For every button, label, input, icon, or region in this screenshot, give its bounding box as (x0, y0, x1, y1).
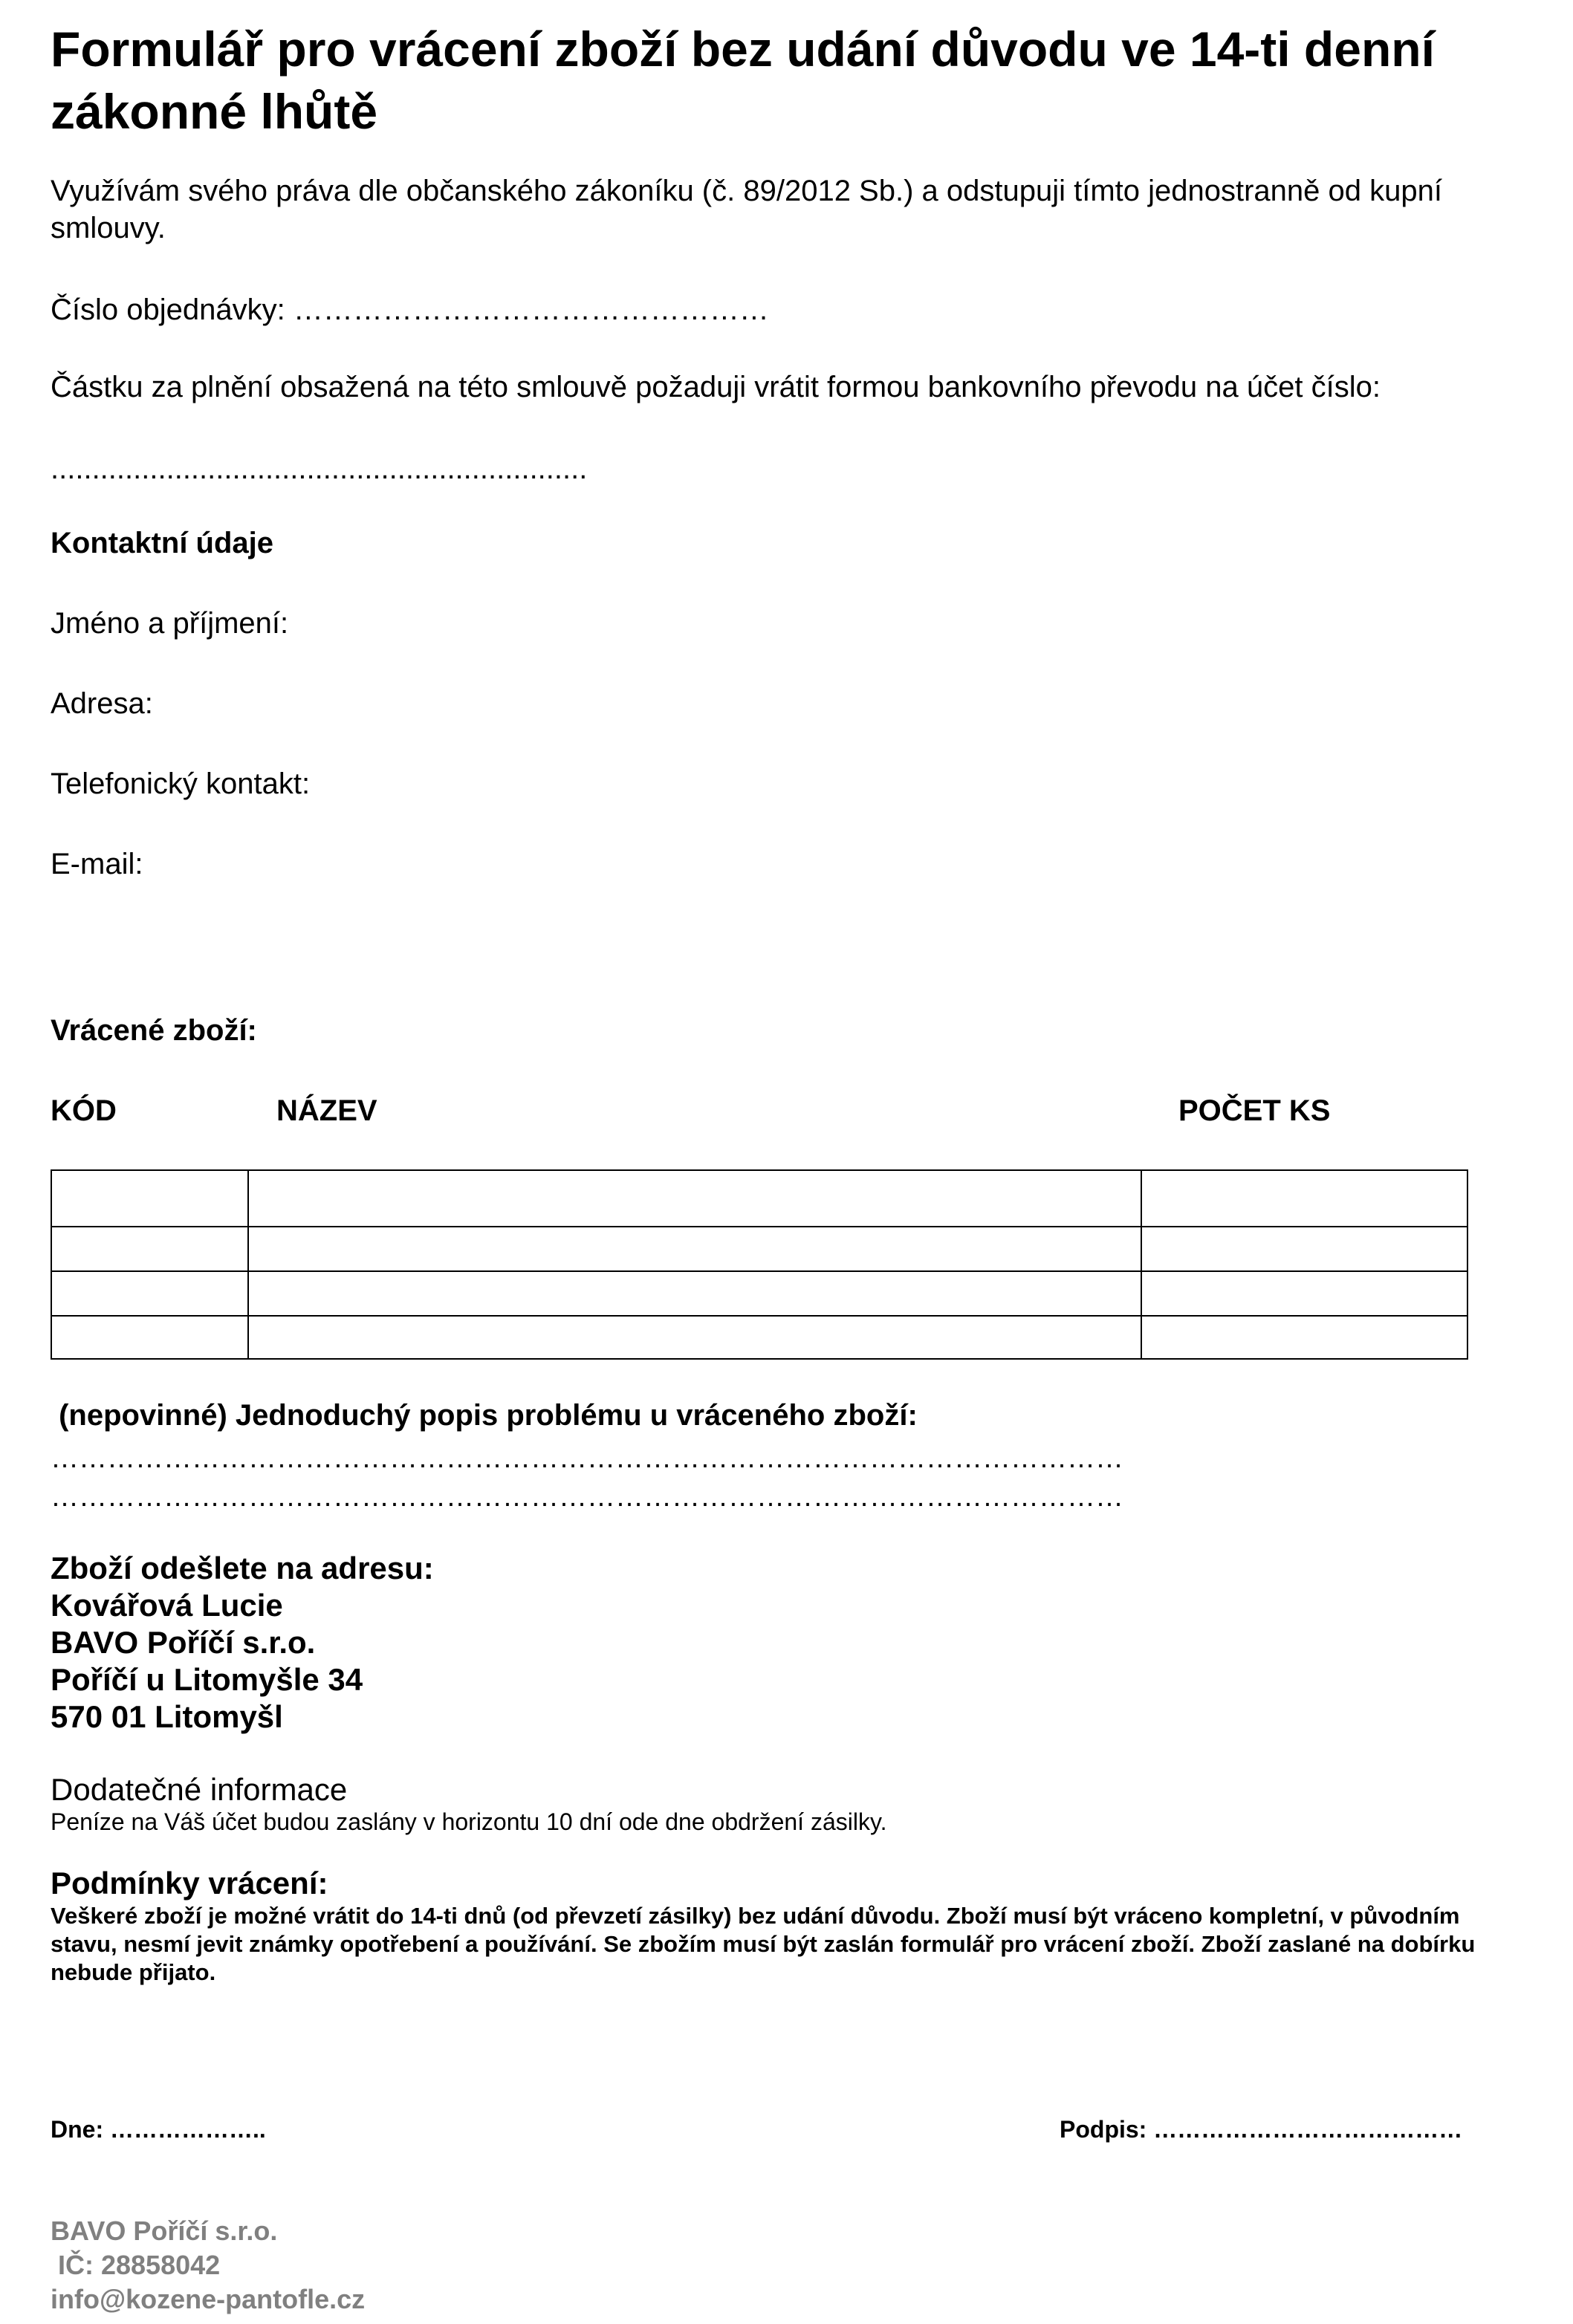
contact-address-label: Adresa: (51, 687, 153, 720)
table-row (51, 1316, 1467, 1359)
name-cell (248, 1316, 1141, 1359)
account-number-field: ................................................................. (51, 452, 588, 485)
code-cell (51, 1316, 248, 1359)
additional-info-text: Peníze na Váš účet budou zaslány v horizontu 10 dní ode dne obdržení zásilky. (51, 1808, 887, 1835)
contact-email-label: E-mail: (51, 848, 143, 880)
column-header-name: NÁZEV (276, 1094, 377, 1127)
footer-ico: IČ: 28858042 (51, 2250, 221, 2280)
contact-phone-label: Telefonický kontakt: (51, 767, 311, 800)
contact-heading: Kontaktní údaje (51, 527, 274, 559)
footer-company: BAVO Poříčí s.r.o. (51, 2216, 278, 2246)
count-cell (1141, 1227, 1467, 1271)
table-row (51, 1227, 1467, 1271)
refund-text: Částku za plnění obsažená na této smlouvě požaduji vrátit formou bankovního převodu na účet číslo: (51, 371, 1381, 403)
ship-to-heading: Zboží odešlete na adresu: (51, 1551, 434, 1585)
conditions-text: Veškeré zboží je možné vrátit do 14-ti dnů (od převzetí zásilky) bez udání důvodu. Zboží musí být vráceno kompletní, v původním stavu, nesmí jevit známky opotřebení a používání. Se zbožím musí být zaslán formulář pro vrácení zboží. Zboží zaslané na dobírku nebude přijato. (51, 1903, 1476, 1985)
column-header-code: KÓD (51, 1094, 117, 1127)
count-cell (1141, 1316, 1467, 1359)
signature-field: Podpis: ………………………………… (1060, 2116, 1463, 2143)
ship-to-line-2: BAVO Poříčí s.r.o. (51, 1625, 316, 1660)
column-header-count: POČET KS (1178, 1094, 1331, 1127)
code-cell (51, 1227, 248, 1271)
code-cell (51, 1170, 248, 1227)
ship-to-line-4: 570 01 Litomyšl (51, 1699, 283, 1734)
conditions-heading: Podmínky vrácení: (51, 1866, 328, 1901)
intro-text: Využívám svého práva dle občanského zákoníku (č. 89/2012 Sb.) a odstupuji tímto jednostranně od kupní smlouvy. (51, 175, 1442, 244)
name-cell (248, 1170, 1141, 1227)
order-number-field: Číslo objednávky: ………………………………………… (51, 293, 769, 326)
ship-to-line-3: Poříčí u Litomyšle 34 (51, 1662, 363, 1697)
contact-name-label: Jméno a příjmení: (51, 607, 289, 640)
date-field: Dne: ……………….. (51, 2116, 266, 2143)
problem-line-1: …………………………………………………………………………………………………… (51, 1443, 1123, 1474)
name-cell (248, 1271, 1141, 1316)
count-cell (1141, 1271, 1467, 1316)
problem-heading: (nepovinné) Jednoduchý popis problému u vráceného zboží: (51, 1399, 918, 1432)
count-cell (1141, 1170, 1467, 1227)
table-row (51, 1170, 1467, 1227)
returned-goods-heading: Vrácené zboží: (51, 1014, 257, 1047)
returned-goods-table (51, 1169, 1468, 1360)
ship-to-line-1: Kovářová Lucie (51, 1588, 283, 1623)
problem-line-2: …………………………………………………………………………………………………… (51, 1481, 1123, 1513)
name-cell (248, 1227, 1141, 1271)
additional-info-heading: Dodatečné informace (51, 1772, 348, 1807)
footer-email: info@kozene-pantofle.cz (51, 2284, 366, 2314)
code-cell (51, 1271, 248, 1316)
page-title: Formulář pro vrácení zboží bez udání důvodu ve 14-ti denní zákonné lhůtě (51, 22, 1435, 139)
table-row (51, 1271, 1467, 1316)
